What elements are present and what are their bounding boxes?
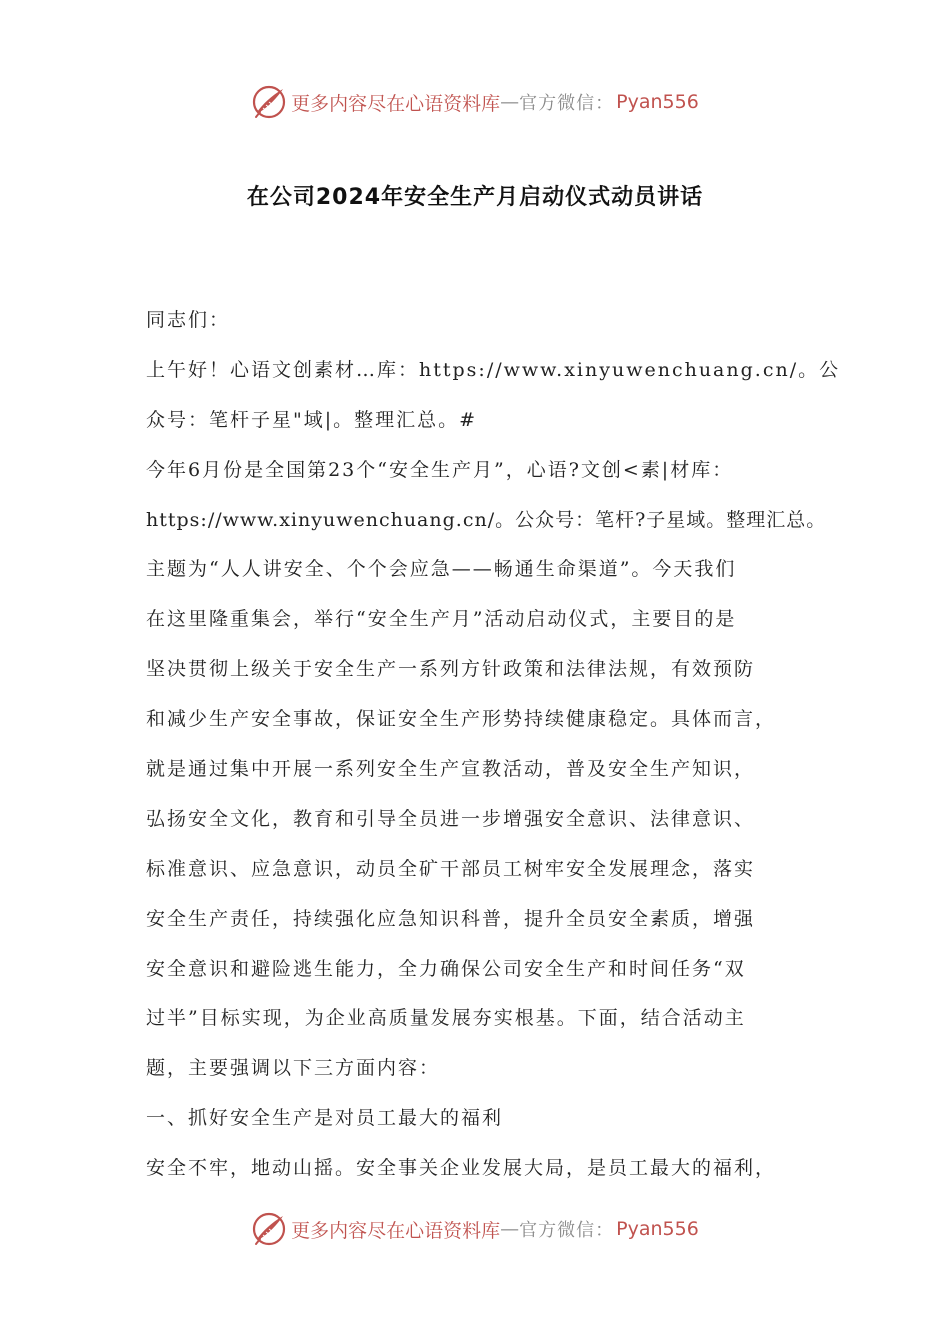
body-line: 主题为“人人讲安全、个个会应急——畅通生命渠道”。今天我们 bbox=[146, 558, 737, 581]
document-title: 在公司2024年安全生产月启动仪式动员讲话 bbox=[246, 185, 704, 210]
promo-text: 更多内容尽在心语资料库 bbox=[291, 1219, 501, 1242]
body-line: 安全意识和避险逃生能力，全力确保公司安全生产和时间任务“双 bbox=[146, 957, 746, 980]
body-line: 在这里隆重集会，举行“安全生产月”活动启动仪式，主要目的是 bbox=[146, 608, 737, 631]
body-line: 题，主要强调以下三方面内容： bbox=[146, 1057, 441, 1080]
body-line: 今年6月份是全国第23个“安全生产月”，心语?文创<素|材库： bbox=[146, 458, 734, 481]
document-body bbox=[146, 296, 841, 1194]
footer-watermark-banner bbox=[0, 1209, 950, 1249]
body-line: 过半”目标实现，为企业高质量发展夯实根基。下面，结合活动主 bbox=[146, 1007, 746, 1030]
wechat-label: 官方微信： bbox=[519, 1220, 615, 1241]
quill-pen-icon bbox=[251, 84, 287, 120]
promo-text: 更多内容尽在心语资料库 bbox=[291, 92, 501, 115]
body-line: 安全生产责任，持续强化应急知识科普，提升全员安全素质，增强 bbox=[146, 907, 756, 930]
body-line: 同志们： bbox=[146, 309, 231, 331]
body-line: 就是通过集中开展一系列安全生产宣教活动，普及安全生产知识， bbox=[146, 758, 756, 781]
body-line: 和减少生产安全事故，保证安全生产形势持续健康稳定。具体而言， bbox=[146, 708, 777, 731]
body-line: 标准意识、应急意识，动员全矿干部员工树牢安全发展理念，落实 bbox=[146, 857, 756, 880]
wechat-id: Pyan556 bbox=[616, 1218, 699, 1240]
wechat-id: Pyan556 bbox=[616, 91, 699, 113]
body-line: 坚决贯彻上级关于安全生产一系列方针政策和法律法规，有效预防 bbox=[146, 658, 756, 681]
wechat-label: 官方微信： bbox=[519, 93, 615, 114]
section-heading: 一、抓好安全生产是对员工最大的福利 bbox=[146, 1107, 504, 1130]
body-line: https://www.xinyuwenchuang.cn/。公众号：笔杆?子星域。整理汇总。 bbox=[146, 508, 827, 531]
body-line: 众号：笔杆子星"域|。整理汇总。# bbox=[146, 408, 478, 431]
banner-dash: — bbox=[500, 91, 520, 113]
banner-dash: — bbox=[500, 1218, 520, 1240]
body-line: 弘扬安全文化，教育和引导全员进一步增强安全意识、法律意识、 bbox=[146, 807, 756, 830]
body-line: 上午好！心语文创素材…库：https://www.xinyuwenchuang.cn/。公 bbox=[146, 358, 841, 381]
header-watermark-banner bbox=[0, 82, 950, 122]
body-line: 安全不牢，地动山摇。安全事关企业发展大局，是员工最大的福利， bbox=[146, 1157, 777, 1180]
quill-pen-icon bbox=[251, 1211, 287, 1247]
